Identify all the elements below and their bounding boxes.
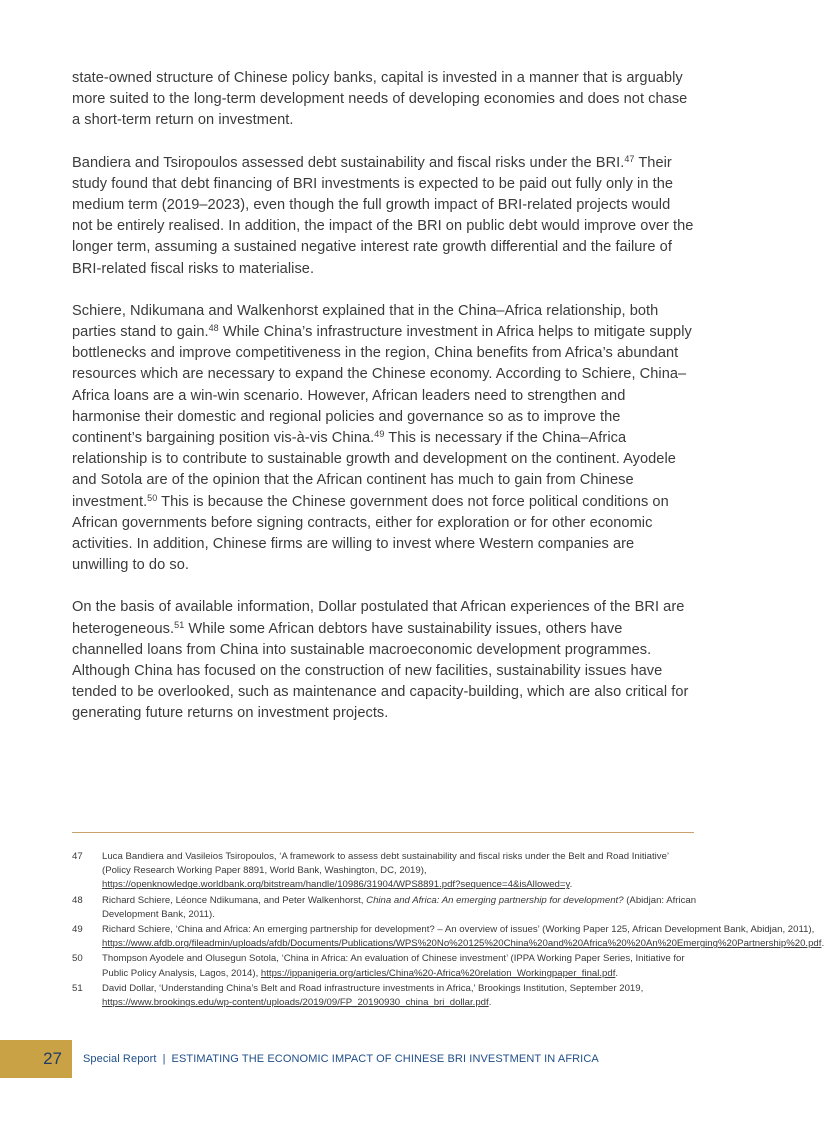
footnote-text (102, 952, 697, 980)
footnote-item (72, 923, 824, 951)
footer-separator: | (162, 1053, 166, 1065)
text-run: Bandiera and Tsiropoulos assessed debt sustainability and fiscal risks under the BRI. (72, 154, 625, 171)
report-title: ESTIMATING THE ECONOMIC IMPACT OF CHINESE BRI INVESTMENT IN AFRICA (171, 1053, 599, 1065)
body-paragraph (72, 301, 694, 577)
text-run: This is because the Chinese government does not force political conditions on African governments before signing contracts, either for exploration or for other economic activities. In addition, Chinese firms are willing to invest where Western companies are unwilling to do so. (72, 493, 669, 574)
text-run: David Dollar, ‘Understanding China’s Belt and Road infrastructure investments in Africa,’ Brookings Institution, September 2019, (102, 982, 644, 994)
footnotes (72, 850, 824, 1011)
footnote-ref: 51 (174, 619, 185, 630)
text-run: Richard Schiere, ‘China and Africa: An emerging partnership for development? – An overview of issues’ (Working Paper 125, African Development Bank, Abidjan, 2011), (102, 924, 815, 936)
footnote-link[interactable]: https://ippanigeria.org/articles/China%20-Africa%20relation_Workingpaper_final.pdf (260, 967, 616, 979)
footnote-ref: 48 (208, 323, 219, 334)
footnote-item (72, 850, 697, 893)
footnote-text (102, 982, 697, 1010)
text-run: On the basis of available information, Dollar postulated that African experiences of the BRI are heterogeneous. (72, 599, 685, 637)
footnote-text (102, 923, 824, 951)
text-run: Schiere, Ndikumana and Walkenhorst explained that in the China–Africa relationship, both parties stand to gain. (72, 302, 659, 341)
text-run: While some African debtors have sustainability issues, others have channelled loans from China into sustainable macroeconomic development programmes. Although China has focused on the construction of new facilities, sustainability issues have tended to be overlooked, such as maintenance and capacity-building, which are also critical for generating future returns on investment projects. (72, 620, 689, 722)
footnote-ref: 49 (374, 429, 385, 440)
footnote-item (72, 894, 697, 922)
page-number-box (0, 1040, 72, 1078)
text-run: . (615, 967, 619, 979)
footnote-link[interactable]: https://openknowledge.worldbank.org/bitstream/handle/10986/31904/WPS8891.pdf?sequence=4&isAllowed=y (102, 879, 570, 891)
text-run: . (488, 997, 492, 1009)
footnote-number: 51 (72, 982, 83, 994)
italic-title: China and Africa: An emerging partnership for development? (366, 894, 624, 906)
footnote-item (72, 952, 697, 980)
footnote-link[interactable]: https://www.brookings.edu/wp-content/uploads/2019/09/FP_20190930_china_bri_dollar.pdf (102, 997, 489, 1009)
text-run: state-owned structure of Chinese policy banks, capital is invested in a manner that is arguably more suited to the long-term development needs of developing economies and does not chase a short-term return on investment. (72, 70, 688, 129)
body-paragraph (72, 153, 694, 280)
page-footer (0, 1040, 793, 1078)
footnote-ref: 47 (624, 153, 635, 164)
footnote-text (102, 850, 697, 893)
footnote-text (102, 894, 697, 922)
footnote-divider (72, 832, 694, 833)
text-run: This is necessary if the China–Africa relationship is to contribute to sustainable growth and development on the continent. Ayodele and Sotola are of the opinion that the African continent has much to gain from Chinese investment. (72, 430, 676, 510)
footnote-number: 50 (72, 953, 83, 965)
text-run: Thompson Ayodele and Olusegun Sotola, ‘China in Africa: An evaluation of Chinese investment’ (IPPA Working Paper Series, Initiative for Public Policy Analysis, Lagos, 2014), (102, 953, 685, 979)
page-number: 27 (43, 1049, 62, 1068)
report-label: Special Report (83, 1053, 157, 1065)
text-run: Richard Schiere, Léonce Ndikumana, and Peter Walkenhorst, (102, 894, 367, 906)
running-footer (83, 1040, 599, 1078)
main-body (72, 68, 694, 746)
text-run: (Abidjan: African Development Bank, 2011). (102, 894, 697, 920)
footnote-item (72, 982, 697, 1010)
footnote-number: 49 (72, 924, 83, 936)
text-run: Luca Bandiera and Vasileios Tsiropoulos, ‘A framework to assess debt sustainability and fiscal risks under the Belt and Road Initiative’ (Policy Research Working Paper 8891, World Bank, Washington, DC, 2019), (102, 851, 669, 877)
text-run: While China’s infrastructure investment in Africa helps to mitigate supply bottlenecks and improve competitiveness in the region, China benefits from Africa’s abundant resources which are necessary to expand the Chinese economy. According to Schiere, China–Africa loans are a win-win scenario. However, African leaders need to strengthen and harmonise their domestic and regional policies and governance so as to improve the continent’s bargaining position vis-à-vis China. (72, 324, 692, 447)
body-paragraph (72, 68, 694, 132)
text-run: . (569, 879, 573, 891)
text-run: Their study found that debt financing of BRI investments is expected to be paid out fully only in the medium term (2019–2023), even though the full growth impact of BRI-related projects would not be entirely realised. In addition, the impact of the BRI on public debt would improve over the longer term, assuming a sustained negative interest rate growth differential and the failure of BRI-related fiscal risks to materialise. (72, 154, 694, 277)
text-run: . (821, 938, 824, 950)
body-paragraph (72, 597, 694, 724)
footnote-ref: 50 (147, 492, 158, 503)
footnote-number: 48 (72, 894, 83, 906)
footnote-link[interactable]: https://www.afdb.org/fileadmin/uploads/afdb/Documents/Publications/WPS%20No%20125%20China%20and%20Africa%20%20An%20Emerging%20Partnership%20.pdf (102, 938, 822, 950)
footnote-number: 47 (72, 851, 83, 862)
